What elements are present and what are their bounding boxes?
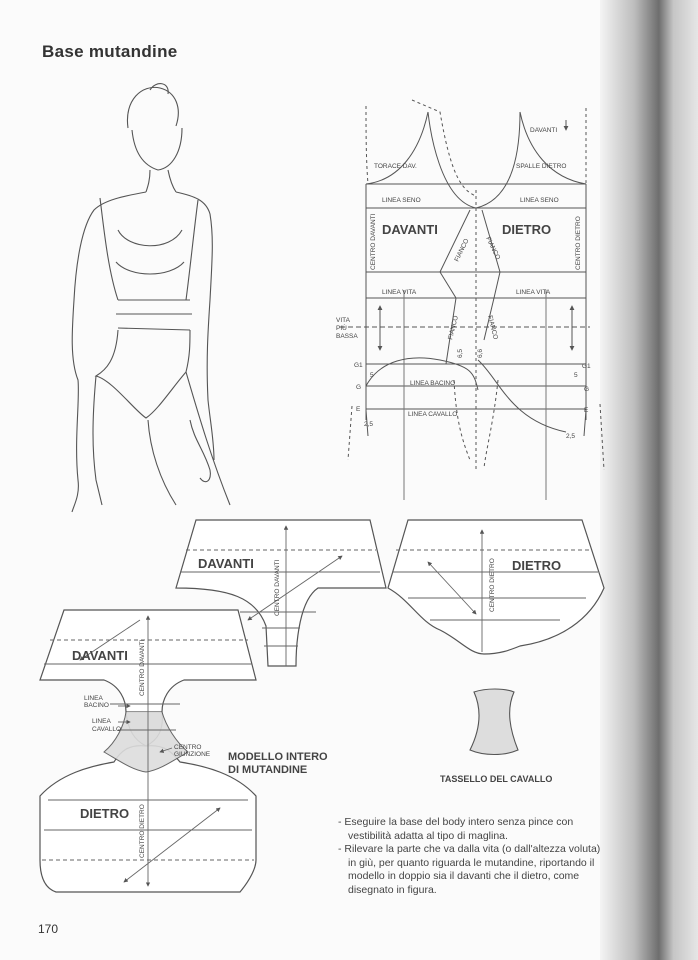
label-linea-seno-back: LINEA SENO [520,197,559,204]
label-torace-dav: TORACE DAV. [374,163,417,170]
label-measure-5-left: 5 [370,372,374,379]
label-centro-davanti-model: CENTRO DAVANTI [139,639,146,696]
label-davanti-half: DAVANTI [198,556,254,571]
label-linea-vita-front: LINEA VITA [382,289,417,296]
label-linea-cavallo-1: LINEA [92,718,111,725]
label-measure-66: 6,6 [477,348,484,358]
label-g1-right: G1 [582,363,591,370]
label-centro-davanti-half: CENTRO DAVANTI [274,559,281,616]
label-modello-intero-2: DI MUTANDINE [228,764,308,776]
label-g1-left: G1 [354,362,363,369]
model-figure [72,84,230,512]
label-bacino-model: BACINO [84,702,109,709]
instruction-item: - Eseguire la base del body intero senza pince con vestibilità adatta al tipo di maglina. [338,816,574,842]
instruction-1: Eseguire la base del body intero senza pince con vestibilità adatta al tipo di maglina. [344,816,574,842]
label-linea-bacino-draft: LINEA BACINO [410,380,456,387]
label-linea-seno-front: LINEA SENO [382,197,421,204]
label-fianco-back-lower: FIANCO [486,314,499,341]
instruction-2: Rilevare la parte che va dalla vita (o dall'altezza voluta) in giù, per quanto riguarda le mutandine, riportando il modello in doppio sia il davanti che il dietro, come disegnato in figura. [344,843,601,896]
crotch-gusset-piece [440,689,552,784]
page-title: Base mutandine [42,42,178,61]
label-bassa: BASSA [336,333,358,340]
label-g-right: G [584,386,590,393]
instructions-text [338,816,608,897]
label-linea-vita-back: LINEA VITA [516,289,551,296]
body-block-draft [336,100,604,500]
label-g-left: G [356,384,362,391]
label-davanti-top: DAVANTI [530,127,558,134]
label-dietro-model: DIETRO [80,806,130,821]
label-measure-25-right: 2,5 [566,433,576,440]
label-linea-cavallo-2: CAVALLO [92,726,122,733]
label-e-left: E [356,406,361,413]
label-measure-25-left: 2,5 [364,421,374,428]
label-davanti-block: DAVANTI [382,222,438,237]
label-fianco-front-upper: FIANCO [453,237,471,263]
label-linea-cavallo-draft: LINEA CAVALLO [408,411,458,418]
label-linea-model: LINEA [84,695,103,702]
label-vita: VITA [336,317,350,324]
label-piu: PIÙ [336,325,347,332]
label-tassello: TASSELLO DEL CAVALLO [440,774,553,784]
label-centro-giunzione-2: GIUNZIONE [174,751,211,758]
label-davanti-model: DAVANTI [72,648,128,663]
label-modello-intero-1: MODELLO INTERO [228,751,328,763]
label-centro-davanti-block: CENTRO DAVANTI [370,213,377,270]
label-dietro-half: DIETRO [512,558,562,573]
back-brief-piece [388,520,604,654]
label-measure-65: 6,5 [457,348,464,358]
label-spalle-dietro: SPALLE DIETRO [516,163,567,170]
label-dietro-block: DIETRO [502,222,552,237]
label-fianco-back-upper: FIANCO [484,235,502,261]
label-centro-dietro-block: CENTRO DIETRO [575,216,582,270]
page-number: 170 [38,922,59,936]
label-measure-5-right: 5 [574,372,578,379]
label-fianco-front-lower: FIANCO [447,314,460,341]
label-e-right: E [584,407,589,414]
instruction-item: - Rilevare la parte che va dalla vita (o dall'altezza voluta) in giù, per quanto riguarda le mutandine, riportando il modello in doppio sia il davanti che il dietro, come disegnato in figura. [338,843,601,896]
label-centro-giunzione-1: CENTRO [174,744,202,751]
label-centro-dietro-half: CENTRO DIETRO [489,558,496,612]
label-centro-dietro-model: CENTRO DIETRO [139,804,146,858]
